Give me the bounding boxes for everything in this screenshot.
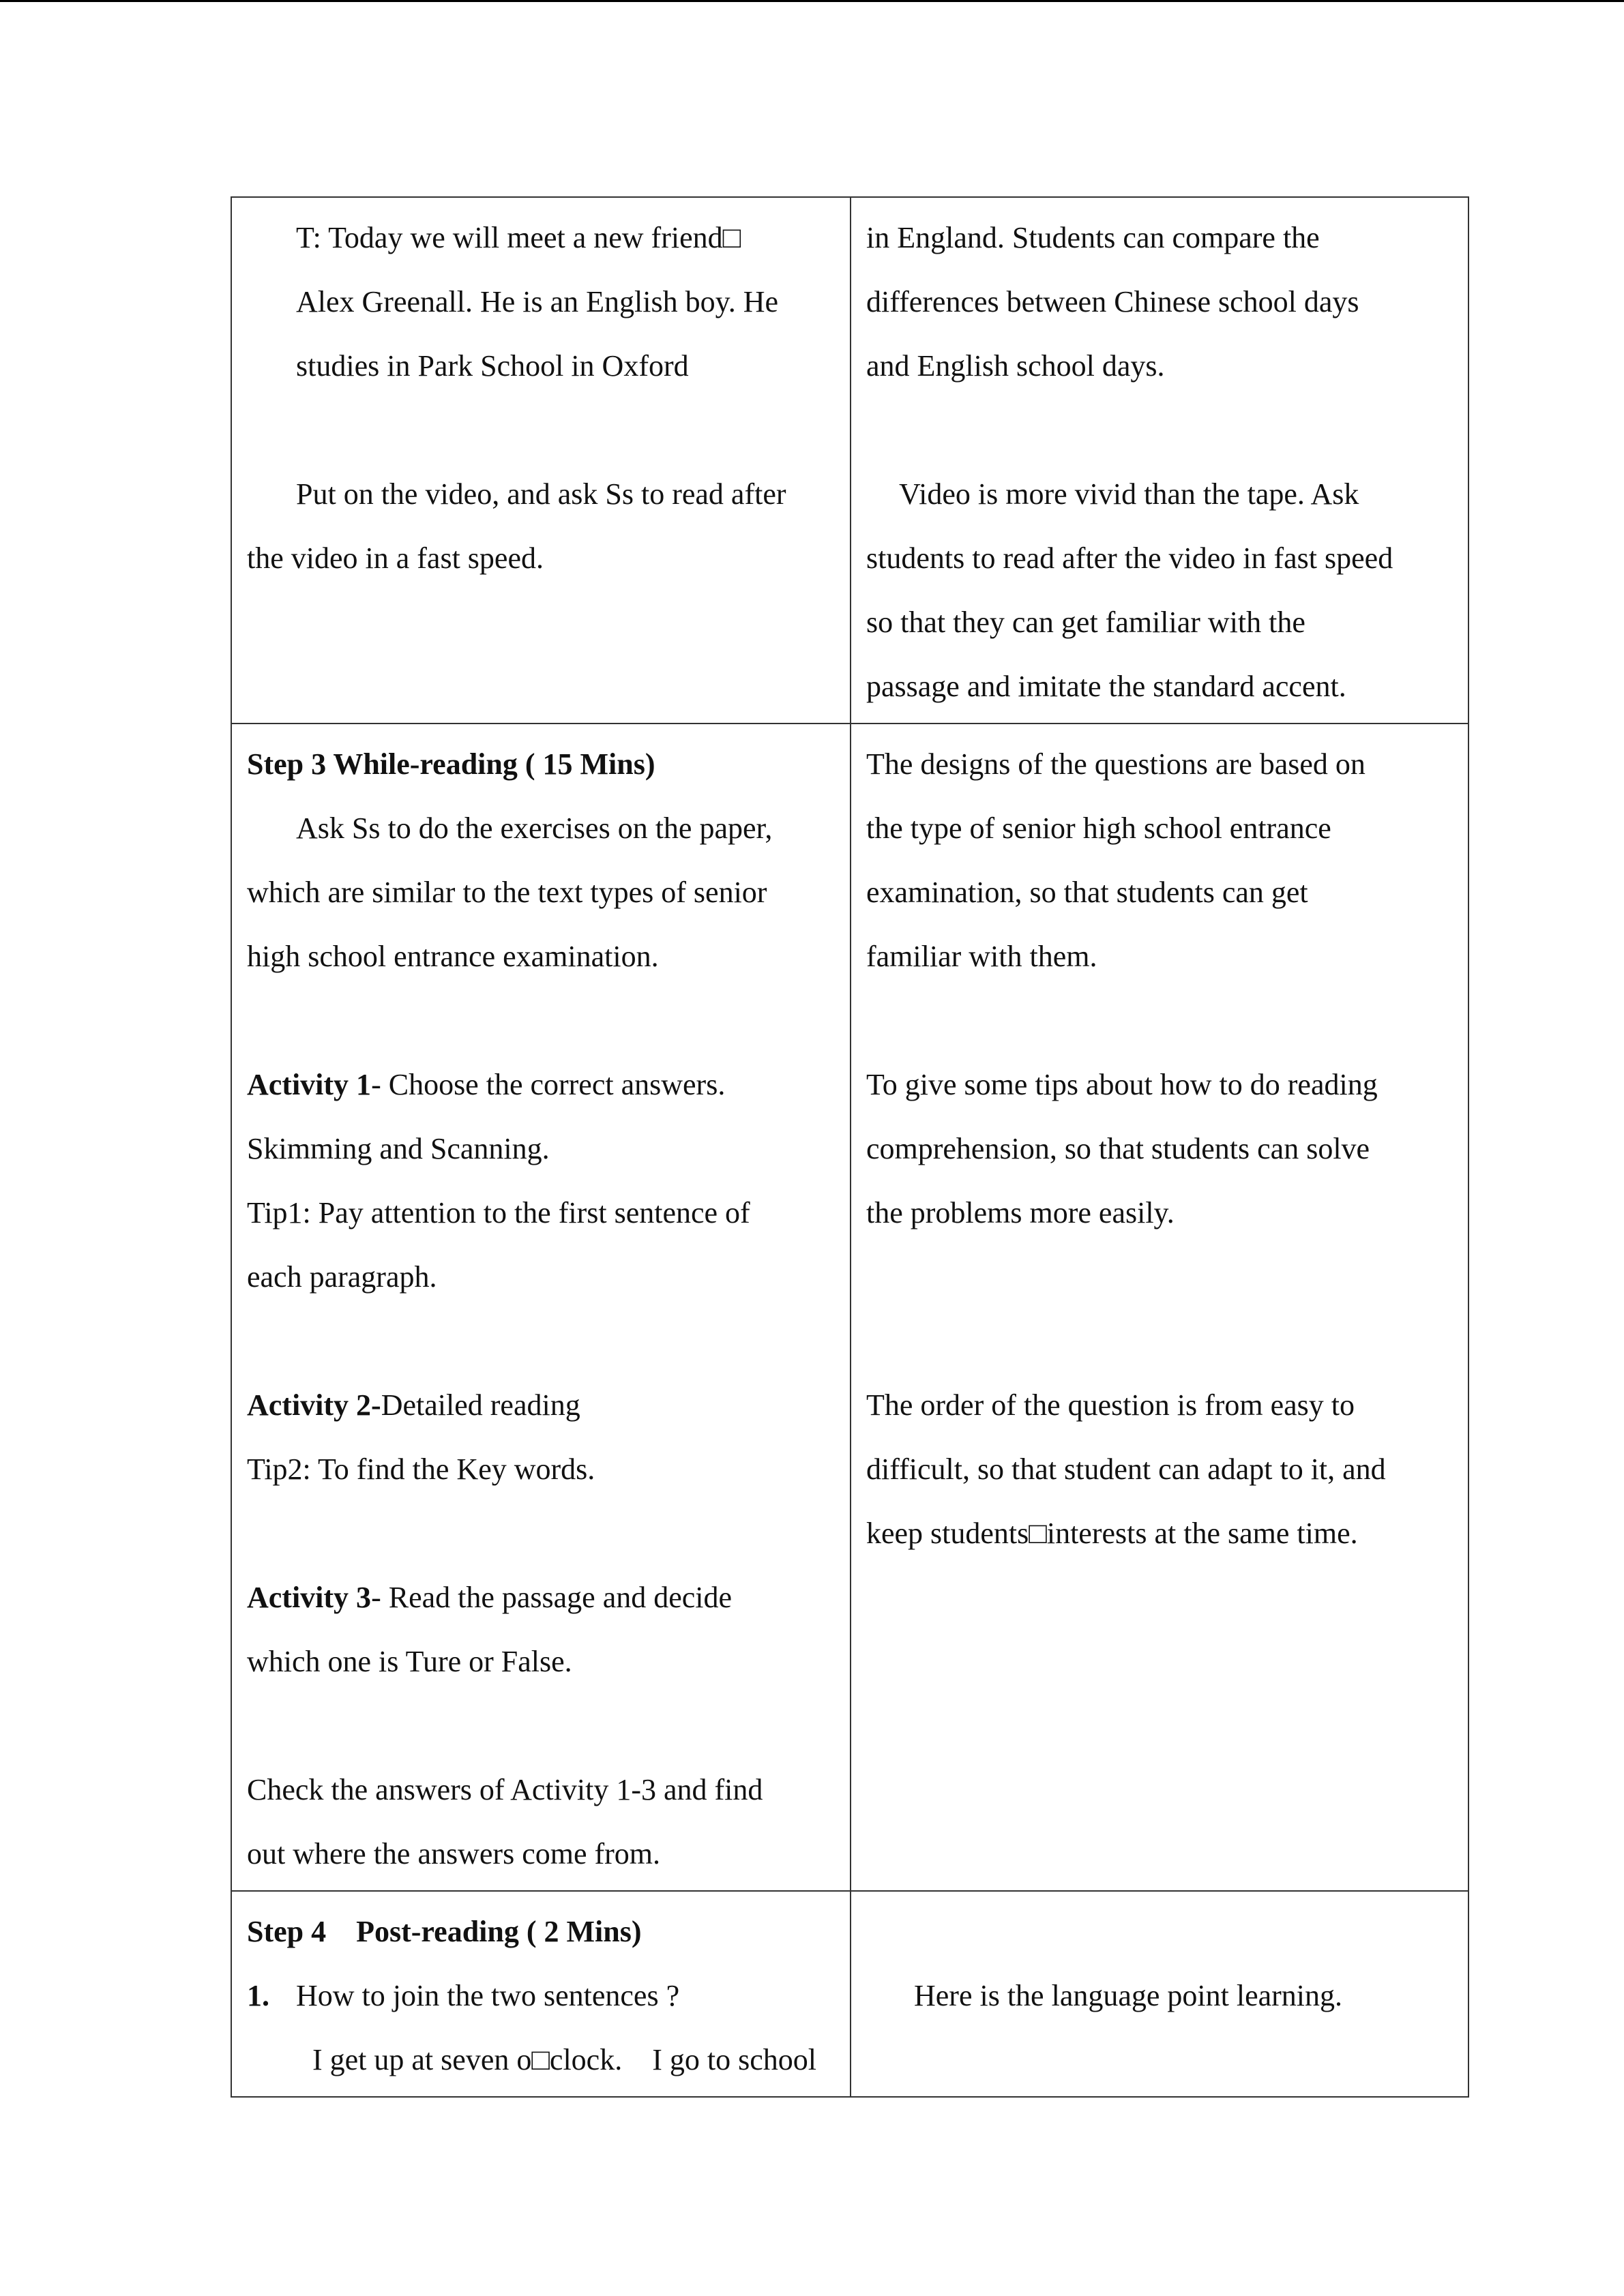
activity-label: Activity 1 [247,1068,372,1101]
procedure-cell [231,197,851,724]
activity-text: - Read the passage and decide [371,1581,733,1614]
activity-line [247,1053,836,1117]
purpose-cell [851,724,1468,1891]
text-line: so that they can get familiar with the [866,606,1305,639]
text-line: in England. Students can compare the [866,221,1320,254]
text-line: Tip2: To find the Key words. [247,1452,595,1486]
procedure-cell [231,1891,851,2097]
table-row [231,197,1468,724]
text-line: passage and imitate the standard accent. [866,670,1346,703]
text-line: Tip1: Pay attention to the first sentence of [247,1196,750,1229]
activity-line [247,1566,836,1630]
activity-line [247,1373,836,1437]
text-line: Check the answers of Activity 1-3 and find [247,1773,763,1806]
text-line: keep students□interests at the same time. [866,1517,1358,1550]
purpose-cell [851,197,1468,724]
top-border-line [0,0,1624,2]
item-number: 1. [247,1979,269,2012]
text-line: familiar with them. [866,940,1097,973]
lesson-plan-table [231,196,1469,2098]
text-line: Put on the video, and ask Ss to read after [296,477,786,511]
text-line: out where the answers come from. [247,1837,661,1870]
text-line: examination, so that students can get [866,876,1308,909]
text-line: Here is the language point learning. [914,1979,1343,2012]
text-line: each paragraph. [247,1260,437,1294]
text-line: difficult, so that student can adapt to it, and [866,1452,1386,1486]
item-text: How to join the two sentences ? [296,1979,680,2012]
step-heading: Step 4 Post-reading ( 2 Mins) [247,1915,642,1948]
text-line: the type of senior high school entrance [866,811,1331,845]
text-line: the problems more easily. [866,1196,1175,1229]
activity-label: Activity 3 [247,1581,372,1614]
purpose-cell [851,1891,1468,2097]
text-line: T: Today we will meet a new friend□ [296,221,741,254]
text-line: differences between Chinese school days [866,285,1359,318]
table-row [231,1891,1468,2097]
step-heading: Step 3 While-reading ( 15 Mins) [247,747,655,781]
text-line: To give some tips about how to do reading [866,1068,1378,1101]
text-line: and English school days. [866,349,1165,383]
text-line: high school entrance examination. [247,940,659,973]
text-line: which are similar to the text types of senior [247,876,767,909]
text-line: Skimming and Scanning. [247,1132,550,1165]
text-line: the video in a fast speed. [247,541,544,575]
text-line: which one is Ture or False. [247,1645,572,1678]
text-line: Ask Ss to do the exercises on the paper, [296,811,773,845]
text-line: The order of the question is from easy to [866,1388,1355,1422]
text-line: studies in Park School in Oxford [296,349,689,383]
activity-text: Detailed reading [381,1388,580,1422]
table-row [231,724,1468,1891]
activity-text: - Choose the correct answers. [371,1068,726,1101]
text-line: Alex Greenall. He is an English boy. He [296,285,779,318]
text-line: The designs of the questions are based on [866,747,1365,781]
text-line: students to read after the video in fast speed [866,541,1393,575]
text-line: comprehension, so that students can solve [866,1132,1370,1165]
activity-label: Activity 2- [247,1388,381,1422]
numbered-item [247,1964,836,2028]
procedure-cell [231,724,851,1891]
text-line: Video is more vivid than the tape. Ask [899,477,1359,511]
example-sentence: I get up at seven o□clock. I go to school [312,2043,816,2076]
